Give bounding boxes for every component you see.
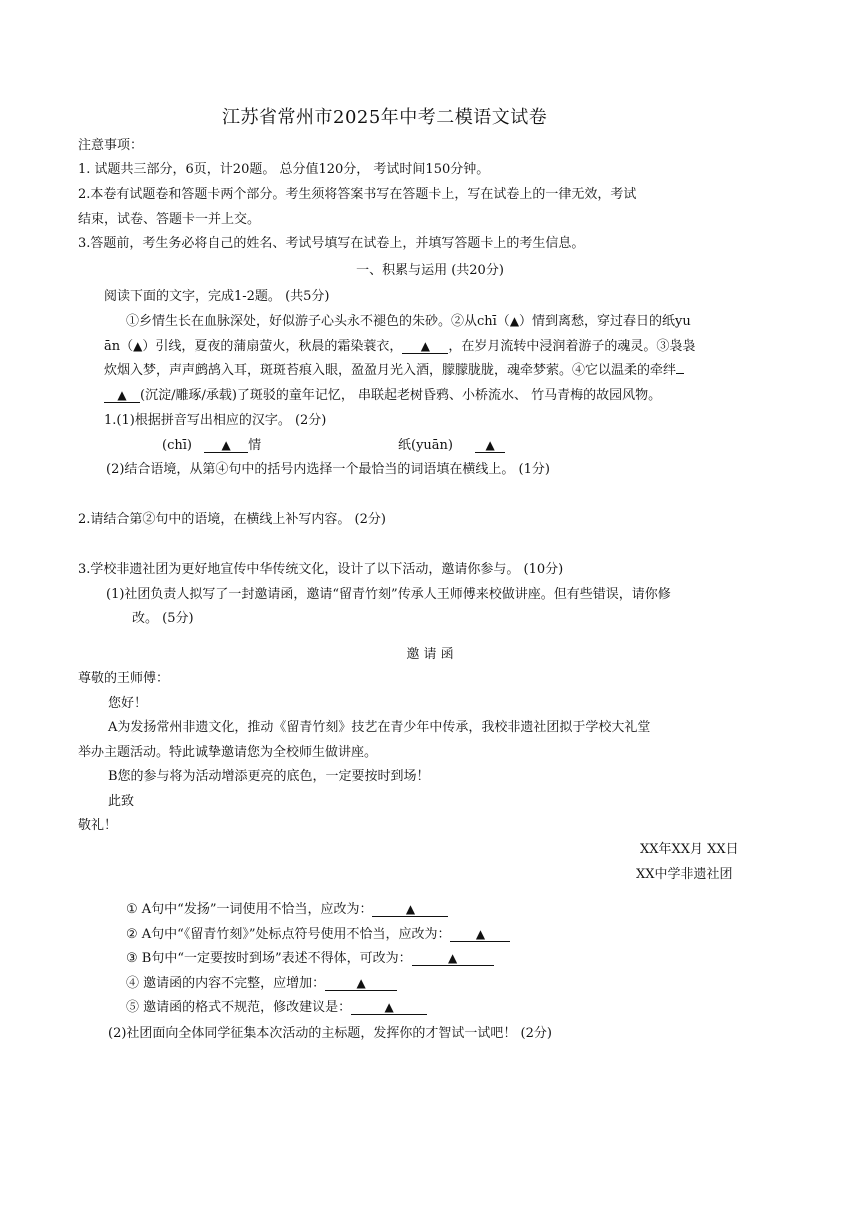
- pinyin-label: 纸(yuān): [398, 438, 453, 453]
- correction-5: [126, 998, 427, 1018]
- letter-closing-2: 敬礼！: [78, 818, 118, 833]
- answer-marker: ▲: [384, 1000, 394, 1014]
- passage-line-4: [104, 386, 661, 406]
- answer-marker: ▲: [117, 388, 127, 402]
- passage-text: ān（: [104, 339, 134, 354]
- answer-marker: ▲: [475, 927, 486, 941]
- question-3-2: (2)社团面向全体同学征集本次活动的主标题，发挥你的才智试一试吧！ (2分): [108, 1026, 552, 1041]
- letter-body-a-continued: 举办主题活动。特此诚挚邀请您为全校师生做讲座。: [78, 745, 378, 760]
- letter-title: 邀 请 函: [406, 647, 454, 662]
- answer-marker: ▲: [420, 339, 430, 353]
- question-1-2: (2)结合语境，从第④句中的括号内选择一个最恰当的词语填在横线上。 (1分): [106, 462, 550, 477]
- answer-marker: ▲: [356, 976, 366, 990]
- correction-4: [126, 974, 397, 994]
- correction-text: ② A句中“《留青竹刻》”处标点符号使用不恰当，应改为：: [126, 927, 451, 942]
- answer-blank[interactable]: [351, 1000, 427, 1015]
- letter-body-a: A为发扬常州非遗文化，推动《留青竹刻》技艺在青少年中传承，我校非遗社团拟于学校大礼堂: [108, 720, 651, 735]
- answer-marker: ▲: [405, 902, 416, 916]
- answer-marker: ▲: [509, 314, 520, 328]
- passage-text: ）引线，夏夜的蒲扇萤火，秋晨的霜染蓑衣，: [142, 339, 403, 354]
- passage-line-3: [104, 361, 684, 381]
- passage-text: 炊烟入梦，声声鹧鸪入耳，斑斑苔痕入眼，盈盈月光入酒，朦朦胧胧，魂牵梦萦。④它以温柔的牵绊: [104, 363, 677, 378]
- answer-blank[interactable]: [104, 388, 140, 403]
- notice-heading: 注意事项：: [78, 138, 144, 153]
- answer-marker: ▲: [485, 438, 495, 452]
- answer-blank[interactable]: [412, 951, 494, 966]
- correction-3: [126, 949, 494, 969]
- correction-1: [126, 900, 448, 920]
- question-2: 2.请结合第②句中的语境，在横线上补写内容。 (2分): [78, 512, 386, 527]
- notice-item-2: 2.本卷有试题卷和答题卡两个部分。考生须将答案书写在答题卡上，写在试卷上的一律无效，考试: [78, 187, 637, 202]
- letter-body-b: B您的参与将为活动增添更亮的底色，一定要按时到场！: [108, 769, 430, 784]
- answer-marker: ▲: [133, 339, 143, 353]
- question-1-answer-row-2: [398, 436, 505, 456]
- answer-blank[interactable]: [475, 438, 505, 453]
- letter-date: XX年XX月 XX日: [640, 842, 739, 857]
- notice-item-2-continued: 结束，试卷、答题卡一并上交。: [78, 212, 261, 227]
- letter-signature: XX中学非遗社团: [636, 867, 733, 882]
- pinyin-label: (chī): [162, 438, 192, 453]
- letter-closing: 此致: [108, 794, 135, 809]
- answer-blank[interactable]: [676, 373, 684, 374]
- passage-text: (沉淀/雕琢/承载)了斑驳的童年记忆， 串联起老树昏鸦、小桥流水、 竹马青梅的故园风物。: [140, 388, 662, 403]
- correction-text: ⑤ 邀请函的格式不规范，修改建议是：: [126, 1000, 352, 1015]
- page-title: 江苏省常州市2025年中考二模语文试卷: [222, 107, 548, 128]
- question-1-1: 1.(1)根据拼音写出相应的汉字。 (2分): [104, 413, 327, 428]
- notice-item-3: 3.答题前，考生务必将自己的姓名、考试号填写在试卷上，并填写答题卡上的考生信息。: [78, 236, 585, 251]
- question-3: 3.学校非遗社团为更好地宣传中华传统文化，设计了以下活动，邀请你参与。 (10分): [78, 562, 564, 577]
- correction-2: [126, 925, 510, 945]
- answer-suffix: 情: [248, 438, 262, 453]
- answer-blank[interactable]: [372, 902, 448, 917]
- answer-marker: ▲: [448, 951, 458, 965]
- passage-line-2: [104, 336, 695, 357]
- notice-item-1: 1. 试题共三部分，6页，计20题。 总分值120分， 考试时间150分钟。: [78, 162, 490, 177]
- passage-text: ①乡情生长在血脉深处，好似游子心头永不褪色的朱砂。②从chī（: [126, 314, 510, 329]
- reading-instruction: 阅读下面的文字，完成1-2题。 (共5分): [104, 289, 330, 304]
- correction-text: ① A句中“发扬”一词使用不恰当，应改为：: [126, 902, 373, 917]
- answer-blank[interactable]: [402, 339, 448, 354]
- question-3-1-continued: 改。 (5分): [132, 611, 194, 626]
- correction-text: ③ B句中“一定要按时到场”表述不得体，可改为：: [126, 951, 412, 966]
- letter-salutation: 尊敬的王师傅：: [78, 671, 170, 686]
- answer-blank[interactable]: [204, 438, 248, 453]
- question-3-1: (1)社团负责人拟写了一封邀请函，邀请“留青竹刻”传承人王师傅来校做讲座。但有些错误，请你修: [106, 587, 671, 602]
- answer-blank[interactable]: [325, 976, 397, 991]
- letter-greeting: 您好！: [108, 696, 148, 711]
- correction-text: ④ 邀请函的内容不完整，应增加：: [126, 976, 326, 991]
- answer-marker: ▲: [221, 438, 231, 452]
- passage-text: ）情到离愁，穿过春日的纸yu: [519, 314, 691, 329]
- passage-line-1: [126, 311, 691, 332]
- passage-text: ，在岁月流转中浸润着游子的魂灵。③袅袅: [448, 339, 696, 354]
- answer-blank[interactable]: [450, 927, 510, 942]
- section-heading: 一、积累与运用 (共20分): [356, 263, 504, 278]
- question-1-answer-row: [162, 436, 261, 456]
